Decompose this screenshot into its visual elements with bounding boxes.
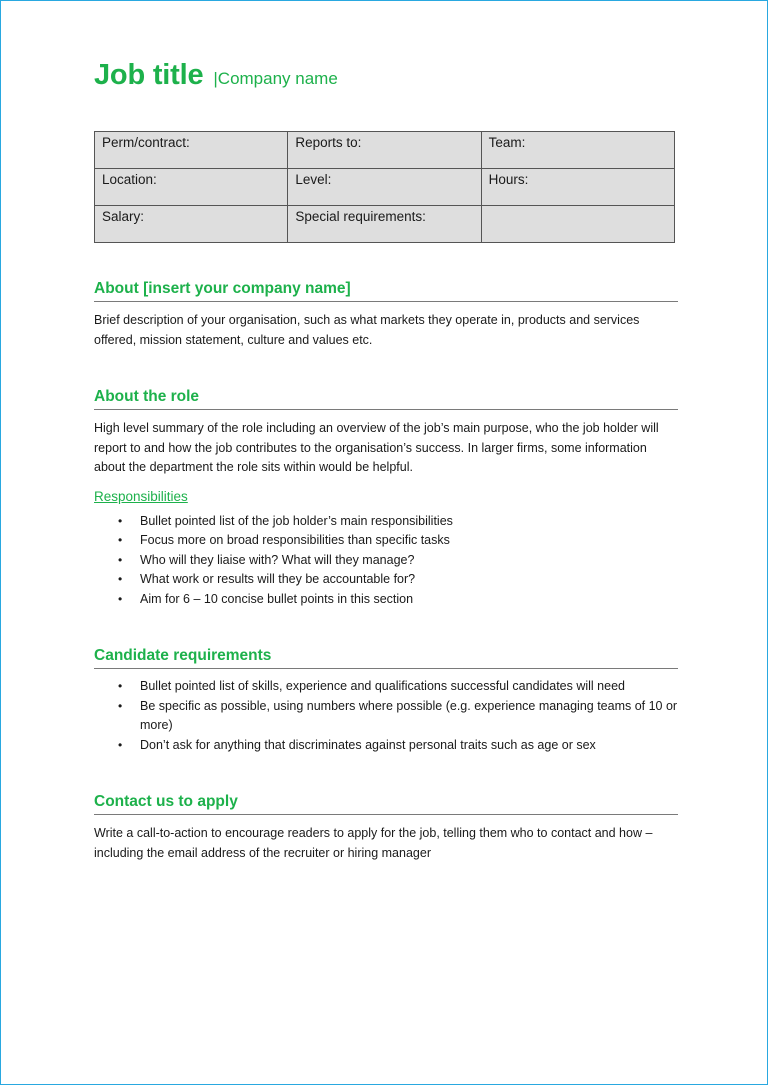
section-about-company [94,280,678,350]
table-cell-special-requirements: Special requirements: [288,206,481,243]
table-cell-reports-to: Reports to: [288,132,481,169]
list-item [94,590,678,610]
company-name: |Company name [213,69,338,88]
section-heading: Contact us to apply [94,793,678,815]
table-cell-level: Level: [288,169,481,206]
section-heading: About [insert your company name] [94,280,678,302]
table-cell-empty [481,206,674,243]
job-info-table [94,131,675,243]
document-content [94,59,678,863]
list-item-text: Bullet pointed list of the job holder’s main responsibilities [140,513,453,528]
list-item-text: Aim for 6 – 10 concise bullet points in this section [140,591,414,606]
table-row [95,132,675,169]
bullet-icon: • [118,679,123,693]
table-cell-location: Location: [95,169,288,206]
list-item-text: Be specific as possible, using numbers where possible (e.g. experience managing teams of 10 or more) [140,698,678,732]
list-item-text: Focus more on broad responsibilities than specific tasks [140,533,450,547]
bullet-icon: • [118,533,123,547]
responsibilities-subheading: Responsibilities [94,488,188,504]
bullet-icon: • [118,513,123,528]
bullet-icon: • [118,698,123,713]
section-body: Write a call-to-action to encourage readers to apply for the job, telling them who to contact and how – including the email address of the recruiter or hiring manager [94,826,653,860]
title-row [94,59,678,99]
list-item-text: Don’t ask for anything that discriminates against personal traits such as age or sex [140,737,596,752]
list-item [94,551,678,571]
responsibilities-list [94,512,678,610]
list-item [94,512,678,532]
bullet-icon: • [118,552,123,567]
table-row [95,169,675,206]
section-heading: About the role [94,388,678,410]
table-cell-team: Team: [481,132,674,169]
list-item-text: What work or results will they be accountable for? [140,572,416,586]
list-item-text: Bullet pointed list of skills, experience and qualifications successful candidates will need [140,679,625,693]
table-cell-salary: Salary: [95,206,288,243]
list-item [94,677,678,697]
job-title: Job title [94,59,204,91]
section-contact [94,793,678,863]
table-row [95,206,675,243]
table-cell-perm-contract: Perm/contract: [95,132,288,169]
table-cell-hours: Hours: [481,169,674,206]
list-item [94,697,678,736]
section-body: High level summary of the role including an overview of the job’s main purpose, who the job holder will report to and how the job contributes to the organisation’s success. In larger firms, some information about the department the role sits within would be helpful. [94,421,659,474]
list-item [94,570,678,590]
bullet-icon: • [118,572,123,586]
section-candidate-requirements [94,647,678,755]
section-heading: Candidate requirements [94,647,678,669]
section-about-role [94,388,678,609]
bullet-icon: • [118,591,123,606]
bullet-icon: • [118,737,123,752]
requirements-list [94,677,678,755]
list-item [94,736,678,756]
list-item-text: Who will they liaise with? What will they manage? [140,552,415,567]
list-item [94,531,678,551]
section-body: Brief description of your organisation, such as what markets they operate in, products and services offered, mission statement, culture and values etc. [94,313,640,347]
